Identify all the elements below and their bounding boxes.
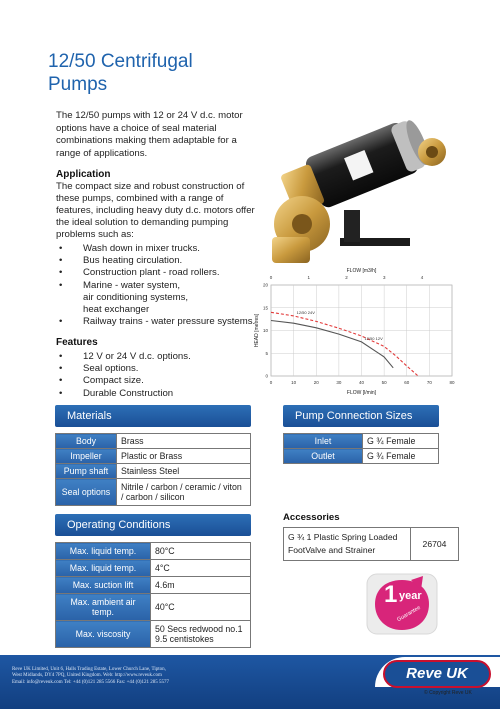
features-section bbox=[56, 337, 261, 400]
table-cell-label: Max. viscosity bbox=[56, 621, 151, 648]
application-heading: Application bbox=[56, 169, 111, 180]
accessories-table bbox=[283, 527, 459, 561]
y-axis-label: HEAD [metres] bbox=[254, 313, 260, 348]
application-section bbox=[56, 169, 261, 328]
list-item: • Wash down in mixer trucks. bbox=[56, 243, 261, 255]
y-tick-label: 10 bbox=[262, 328, 268, 333]
performance-chart bbox=[250, 264, 465, 399]
list-item bbox=[56, 280, 261, 317]
x-tick-label: 20 bbox=[313, 380, 319, 385]
connections-heading: Pump Connection Sizes bbox=[283, 405, 439, 427]
title-line-1: 12/50 Centrifugal bbox=[48, 51, 193, 72]
title-line-2: Pumps bbox=[48, 74, 108, 95]
table-cell-label: Max. liquid temp. bbox=[56, 543, 151, 560]
table-cell-value: 80°C bbox=[151, 543, 251, 560]
top-tick-label: 0 bbox=[269, 275, 273, 280]
list-item-subline: heat exchanger bbox=[83, 304, 150, 316]
table-cell-value: 40°C bbox=[151, 594, 251, 621]
table-row bbox=[56, 594, 251, 621]
top-tick-label: 3 bbox=[382, 275, 386, 280]
table-cell-label: Max. ambient air temp. bbox=[56, 594, 151, 621]
materials-panel bbox=[55, 405, 251, 506]
application-list bbox=[56, 243, 261, 328]
logo-text: Reve UK bbox=[406, 665, 468, 682]
x-tick-label: 10 bbox=[291, 380, 297, 385]
table-row bbox=[284, 434, 439, 449]
table-cell-value: Brass bbox=[117, 434, 251, 449]
guarantee-word: year bbox=[399, 590, 422, 602]
list-item: • Construction plant - road rollers. bbox=[56, 267, 261, 279]
x-tick-label: 80 bbox=[449, 380, 455, 385]
materials-table bbox=[55, 433, 251, 506]
top-tick-label: 4 bbox=[420, 275, 424, 280]
operating-table bbox=[55, 542, 251, 648]
page-title bbox=[48, 50, 268, 96]
table-cell-label: Pump shaft bbox=[56, 464, 117, 479]
table-cell-value: 4.6m bbox=[151, 577, 251, 594]
list-item: • Railway trains - water pressure systems. bbox=[56, 316, 261, 328]
x-tick-label: 70 bbox=[426, 380, 432, 385]
list-item: • Compact size. bbox=[56, 375, 261, 387]
connections-panel bbox=[283, 405, 439, 464]
table-cell-value: Nitrile / carbon / ceramic / viton / carbon / silicon bbox=[117, 479, 251, 506]
table-cell-value: Plastic or Brass bbox=[117, 449, 251, 464]
table-row bbox=[284, 449, 439, 464]
application-text: The compact size and robust construction of these pumps, combined with a range of features, including heavy duty d.c. motors offer the ideal solution to demanding pumping problems such as: bbox=[56, 181, 255, 240]
intro-paragraph: The 12/50 pumps with 12 or 24 V d.c. motor options have a choice of seal material combinations making them adaptable for a range of applications. bbox=[56, 110, 243, 159]
table-row bbox=[56, 621, 251, 648]
table-cell-value: G ¾ Female bbox=[363, 434, 439, 449]
table-cell-value: 4°C bbox=[151, 560, 251, 577]
table-row bbox=[56, 434, 251, 449]
y-tick-label: 15 bbox=[262, 305, 268, 311]
pump-image bbox=[262, 112, 457, 272]
y-tick-label: 5 bbox=[265, 350, 268, 356]
table-cell-value: G ¾ Female bbox=[363, 449, 439, 464]
features-list bbox=[56, 351, 261, 400]
features-heading: Features bbox=[56, 337, 98, 348]
x-tick-label: 40 bbox=[358, 380, 365, 385]
accessory-description: G ¾ 1 Plastic Spring Loaded FootValve and Strainer bbox=[284, 528, 411, 561]
top-tick-label: 1 bbox=[307, 275, 311, 280]
table-cell-label: Max. suction lift bbox=[56, 577, 151, 594]
table-cell-label: Max. liquid temp. bbox=[56, 560, 151, 577]
connections-table bbox=[283, 433, 439, 464]
operating-panel bbox=[55, 514, 251, 648]
footer-line-2: West Midlands, DY4 7PQ, United Kingdom. Web: http://www.reveuk.com bbox=[12, 673, 162, 679]
table-row bbox=[56, 560, 251, 577]
table-cell-label: Impeller bbox=[56, 449, 117, 464]
series-label: 12/50 12V bbox=[364, 335, 383, 341]
x-tick-label: 50 bbox=[381, 380, 387, 385]
top-tick-label: 2 bbox=[345, 275, 348, 280]
list-item-subline: air conditioning systems, bbox=[83, 291, 189, 303]
top-axis-label: FLOW [m3/h] bbox=[346, 268, 377, 274]
reve-logo bbox=[383, 660, 491, 688]
series-label: 12/50 24V bbox=[296, 309, 315, 315]
y-tick-label: 0 bbox=[265, 373, 268, 379]
table-cell-label: Inlet bbox=[284, 434, 363, 449]
table-row bbox=[56, 464, 251, 479]
table-cell-value: Stainless Steel bbox=[117, 464, 251, 479]
footer-line-1: Reve UK Limited, Unit 6, Halls Trading Estate, Lower Church Lane, Tipton, bbox=[12, 667, 166, 672]
y-tick-label: 20 bbox=[262, 282, 268, 288]
table-cell-label: Seal options bbox=[56, 479, 117, 506]
table-cell-label: Body bbox=[56, 434, 117, 449]
table-row bbox=[56, 449, 251, 464]
list-item-text: Marine - water system, bbox=[83, 279, 181, 291]
list-item: • Durable Construction bbox=[56, 388, 261, 400]
list-item: • Seal options. bbox=[56, 363, 261, 375]
accessory-code: 26704 bbox=[411, 528, 459, 561]
footer-line-3: Email: info@reveuk.com Tel: +44 (0)121 285 5566 Fax: +44 (0)121 285 5577 bbox=[12, 679, 170, 685]
table-row bbox=[56, 543, 251, 560]
guarantee-sub: Guarantee bbox=[396, 604, 422, 624]
operating-heading: Operating Conditions bbox=[55, 514, 251, 536]
table-cell-label: Outlet bbox=[284, 449, 363, 464]
x-tick-label: 0 bbox=[269, 380, 273, 385]
materials-heading: Materials bbox=[55, 405, 251, 427]
footer-address bbox=[12, 667, 272, 686]
table-row bbox=[56, 577, 251, 594]
table-row bbox=[284, 528, 459, 561]
x-tick-label: 60 bbox=[404, 380, 410, 385]
guarantee-number: 1 bbox=[384, 581, 398, 608]
x-axis-label: FLOW [l/min] bbox=[346, 390, 377, 396]
table-row bbox=[56, 479, 251, 506]
accessories-heading: Accessories bbox=[283, 512, 340, 523]
list-item: • 12 V or 24 V d.c. options. bbox=[56, 351, 261, 363]
x-tick-label: 30 bbox=[336, 380, 342, 385]
copyright: © Copyright Reve UK bbox=[424, 690, 472, 696]
table-cell-value: 50 Secs redwood no.1 9.5 centistokes bbox=[151, 621, 251, 648]
list-item: • Bus heating circulation. bbox=[56, 255, 261, 267]
